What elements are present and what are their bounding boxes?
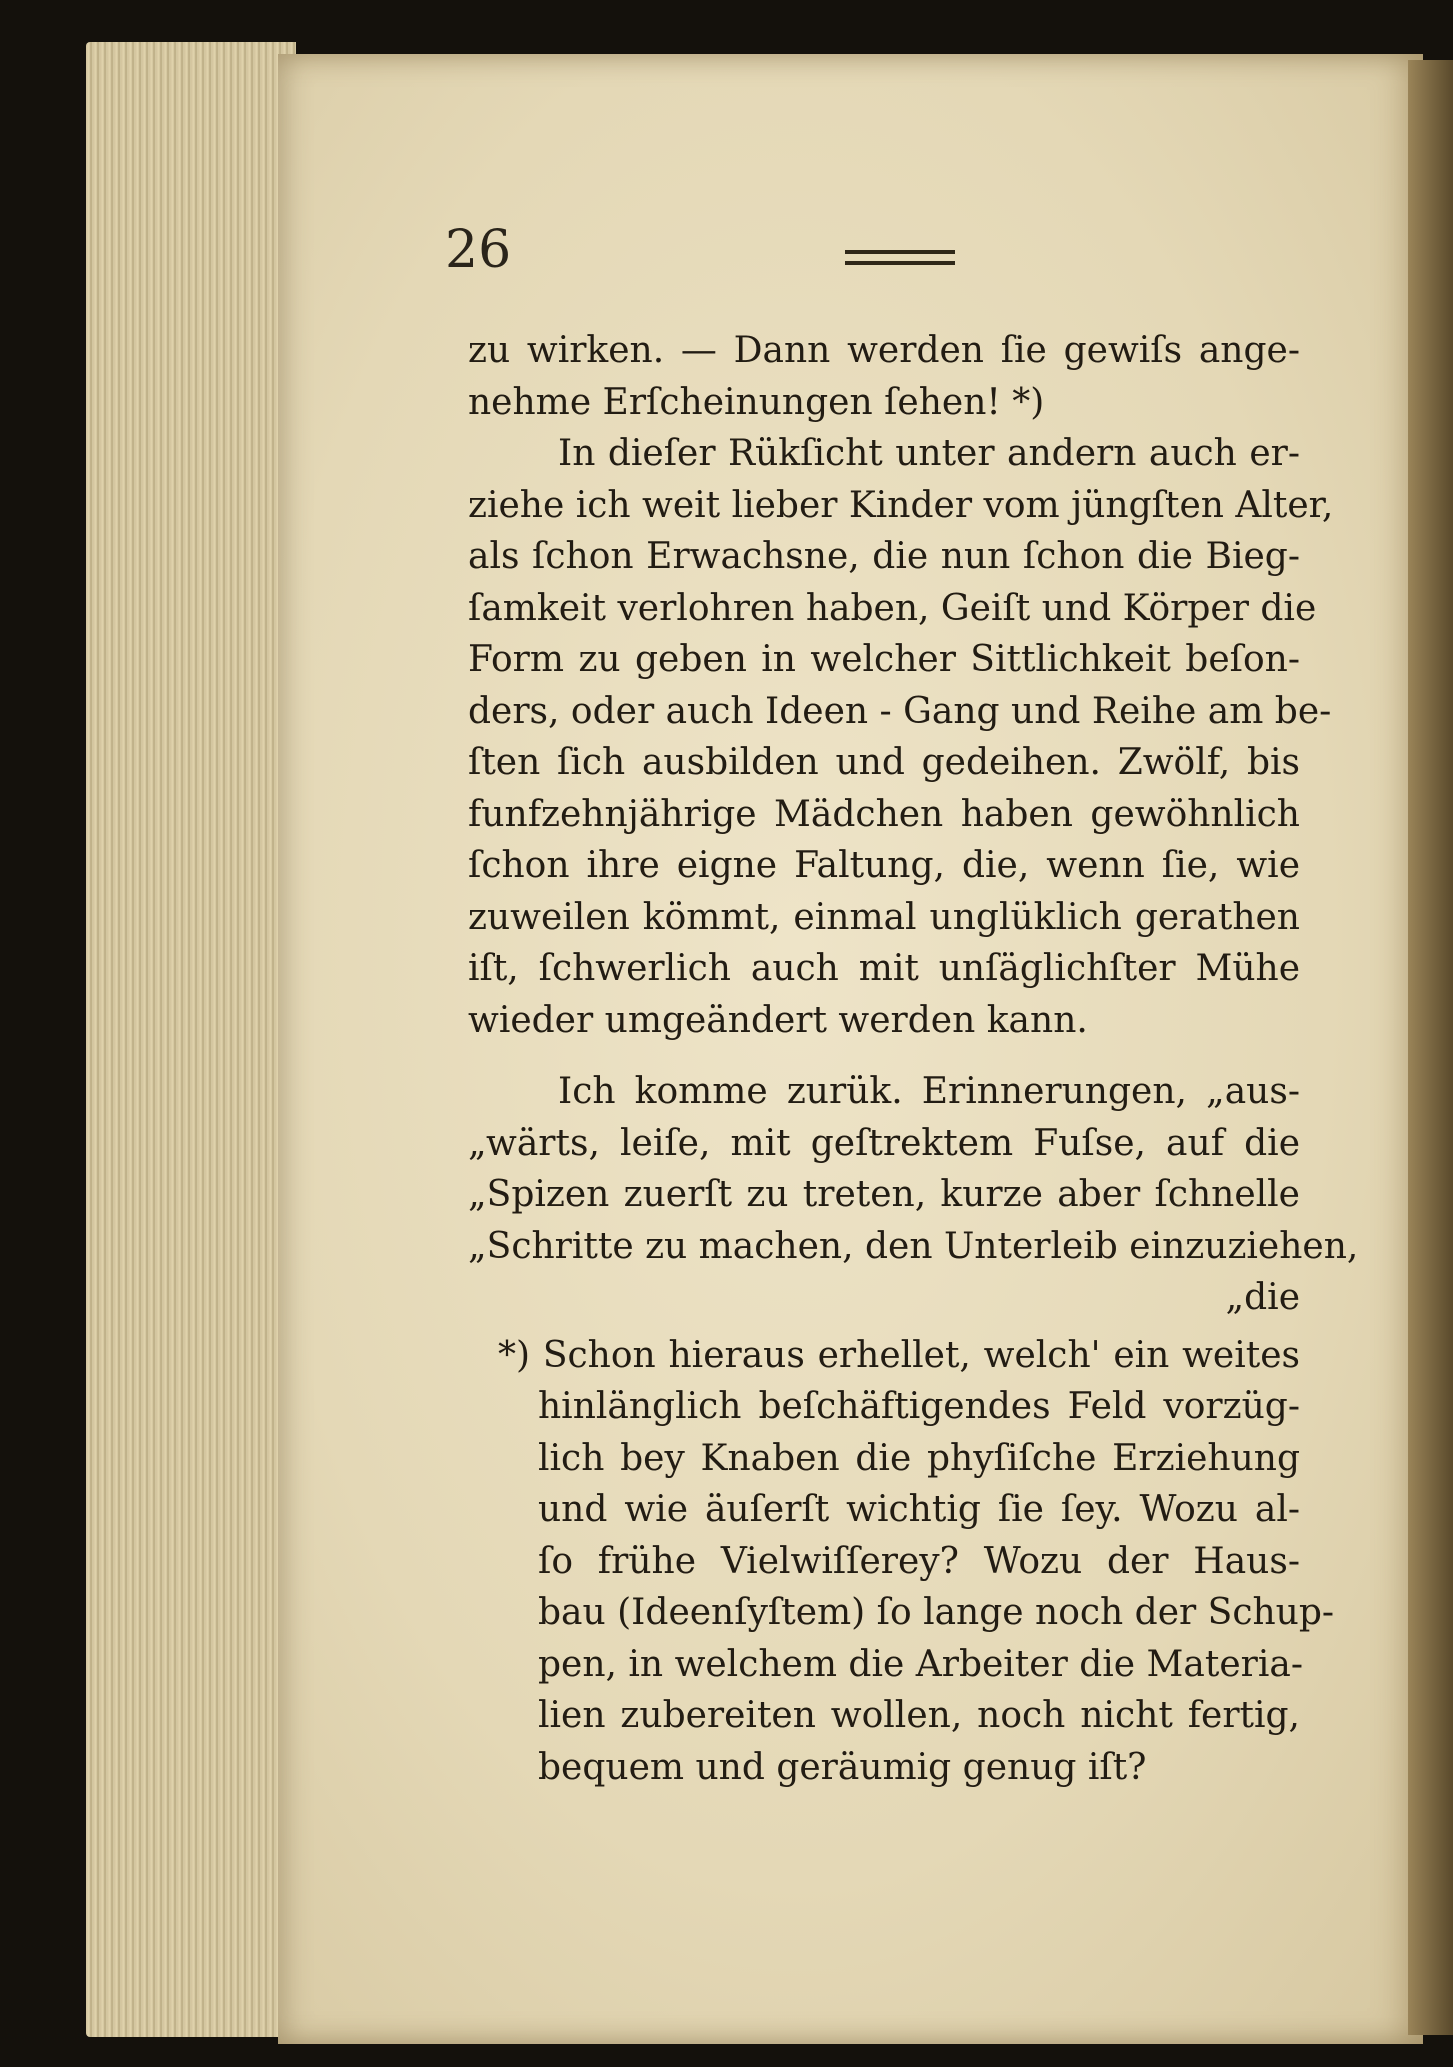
text-line: ſamkeit verlohren haben, Geiſt und Körper die	[468, 587, 1317, 629]
text-line: nehme Erſcheinungen ſehen! *)	[468, 381, 1045, 423]
footnote-line: bau (Ideenſyſtem) ſo lange noch der Schup-	[538, 1592, 1335, 1633]
text-line: zuweilen kömmt, einmal unglüklich gerathen	[468, 896, 1300, 938]
footnote-line: bequem und geräumig genug iſt?	[538, 1746, 1147, 1788]
footnote-line: lien zubereiten wollen, noch nicht fertig,	[538, 1695, 1300, 1736]
footnote-line: pen, in welchem die Arbeiter die Materia-	[538, 1643, 1303, 1685]
text-line: „Spizen zuerſt zu treten, kurze aber ſchnelle	[468, 1174, 1300, 1215]
book-gutter	[1408, 60, 1453, 2035]
text-line: ſten ſich ausbilden und gedeihen. Zwölf, bis	[468, 742, 1300, 783]
catchword: „die	[1225, 1277, 1300, 1318]
footnote	[468, 1330, 1335, 1794]
footnote-line: hinlänglich beſchäftigendes Feld vorzüg-	[538, 1386, 1300, 1427]
footnote-line: *) Schon hieraus erhellet, welch' ein weites	[498, 1334, 1300, 1376]
text-line: Form zu geben in welcher Sittlichkeit beſon-	[468, 639, 1300, 680]
text-line: wieder umgeändert werden kann.	[468, 999, 1088, 1041]
header-rule	[845, 250, 955, 272]
text-line: iſt, ſchwerlich auch mit unſäglichſter Mühe	[468, 948, 1300, 989]
text-line: ders, oder auch Ideen - Gang und Reihe am be-	[468, 690, 1332, 732]
page-number: 26	[445, 220, 512, 280]
text-line: ſchon ihre eigne Faltung, die, wenn ſie, wie	[468, 845, 1300, 886]
footnote-line: lich bey Knaben die phyſiſche Erziehung	[538, 1437, 1300, 1479]
text-line: „Schritte zu machen, den Unterleib einzuziehen,	[468, 1225, 1359, 1267]
text-line: als ſchon Erwachsne, die nun ſchon die Bieg-	[468, 536, 1300, 577]
paragraph-start-line: In dieſer Rükſicht unter andern auch er-	[558, 433, 1300, 474]
footnote-line: und wie äuſerſt wichtig ſie ſey. Wozu al-	[538, 1489, 1300, 1530]
page-header	[445, 220, 1005, 290]
body-text	[468, 325, 1359, 1793]
footnote-line: ſo frühe Vielwiſſerey? Wozu der Haus-	[538, 1540, 1300, 1582]
text-line: funfzehnjährige Mädchen haben gewöhnlich	[468, 793, 1300, 835]
text-line: ziehe ich weit lieber Kinder vom jüngſten Alter,	[468, 484, 1334, 526]
paragraph-start-line: Ich komme zurük. Erinnerungen, „aus-	[558, 1071, 1300, 1112]
text-line: „wärts, leiſe, mit geſtrektem Fuſse, auf die	[468, 1122, 1300, 1164]
text-line: zu wirken. — Dann werden ſie gewiſs ange-	[468, 330, 1300, 371]
page-edges	[86, 42, 296, 2037]
